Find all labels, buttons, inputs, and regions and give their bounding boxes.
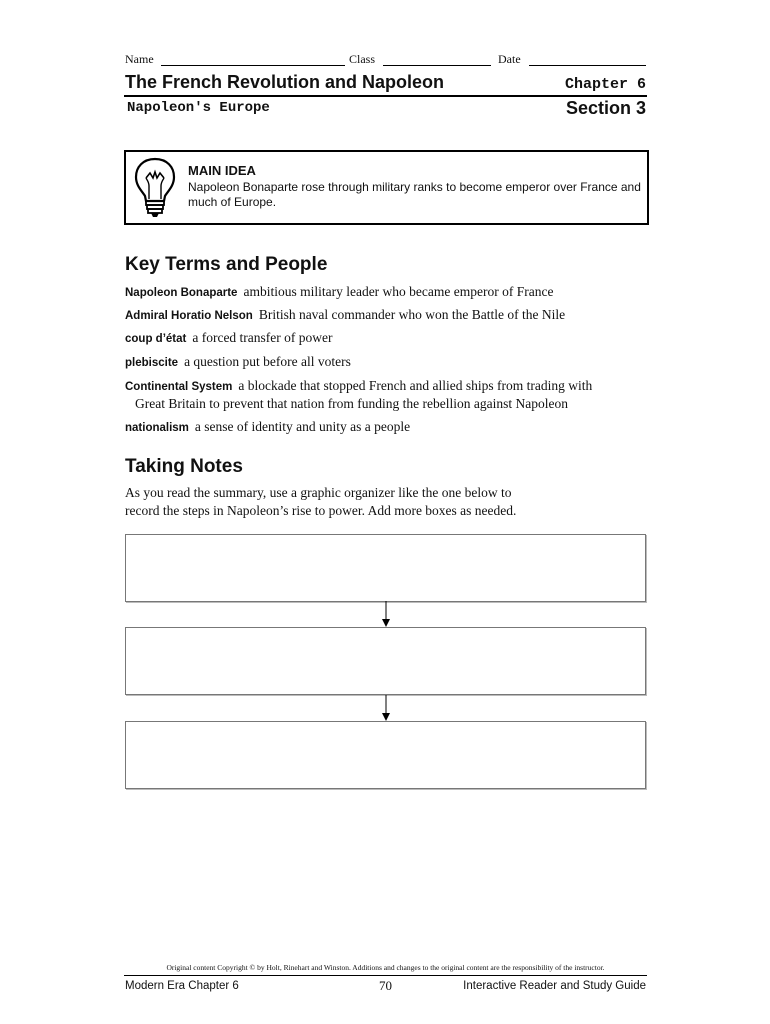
key-term-definition-continued: Great Britain to prevent that nation from funding the rebellion against Napoleon (135, 396, 569, 411)
key-term-item (125, 329, 645, 348)
organizer-box-2[interactable] (125, 627, 646, 695)
organizer-box-3[interactable] (125, 721, 646, 789)
section-subtitle: Napoleon's Europe (127, 100, 270, 116)
name-class-date-line (125, 52, 646, 68)
main-idea-text: Napoleon Bonaparte rose through military ranks to become emperor over France and much of Europe. (188, 180, 641, 209)
key-term: coup d’état (125, 333, 187, 345)
class-label: Class (349, 52, 376, 66)
key-term: Admiral Horatio Nelson (125, 310, 253, 322)
taking-notes-heading: Taking Notes (125, 456, 243, 477)
down-arrow-icon (380, 695, 392, 721)
page-number: 70 (379, 978, 392, 993)
key-term-item (125, 306, 645, 325)
footer-course: Modern Era Chapter 6 (125, 980, 239, 992)
taking-notes-instructions (125, 484, 645, 520)
name-field (161, 65, 345, 66)
class-field (383, 65, 491, 66)
section-label: Section 3 (565, 98, 646, 118)
key-term: nationalism (125, 422, 189, 434)
key-term-definition: British naval commander who won the Battle of the Nile (258, 307, 566, 322)
key-term-definition: ambitious military leader who became emperor of France (243, 284, 554, 299)
down-arrow-icon (380, 601, 392, 627)
key-term-definition: a sense of identity and unity as a people (194, 419, 411, 434)
key-term-definition: a question put before all voters (184, 354, 351, 369)
name-label: Name (125, 52, 154, 66)
key-term-item (125, 377, 645, 396)
footer-rule (124, 975, 647, 976)
date-field (529, 65, 646, 66)
key-term-item (125, 418, 645, 437)
key-term: Continental System (125, 381, 233, 393)
document-title: The French Revolution and Napoleon (125, 72, 445, 92)
instructions-line: As you read the summary, use a graphic organizer like the one below to (125, 485, 512, 500)
key-term-definition: a forced transfer of power (192, 330, 333, 345)
key-term: plebiscite (125, 357, 179, 369)
header-rule (124, 95, 647, 97)
key-term-item (125, 353, 645, 372)
key-term: Napoleon Bonaparte (125, 287, 238, 299)
key-terms-heading: Key Terms and People (125, 254, 328, 275)
organizer-box-1[interactable] (125, 534, 646, 602)
key-term-item (125, 283, 645, 302)
footer-book-title: Interactive Reader and Study Guide (463, 980, 646, 992)
lightbulb-icon (132, 156, 178, 220)
copyright-notice: Original content Copyright © by Holt, Rinehart and Winston. Additions and changes to the original content are the responsibility of the instructor. (166, 963, 605, 972)
main-idea-label: MAIN IDEA (188, 163, 256, 178)
main-idea-box (124, 150, 649, 225)
chapter-label: Chapter 6 (564, 76, 646, 93)
key-term-definition: a blockade that stopped French and allied ships from trading with (238, 378, 593, 393)
instructions-line: record the steps in Napoleon’s rise to power. Add more boxes as needed. (125, 503, 517, 518)
date-label: Date (498, 52, 521, 66)
key-term-continuation (125, 395, 655, 413)
